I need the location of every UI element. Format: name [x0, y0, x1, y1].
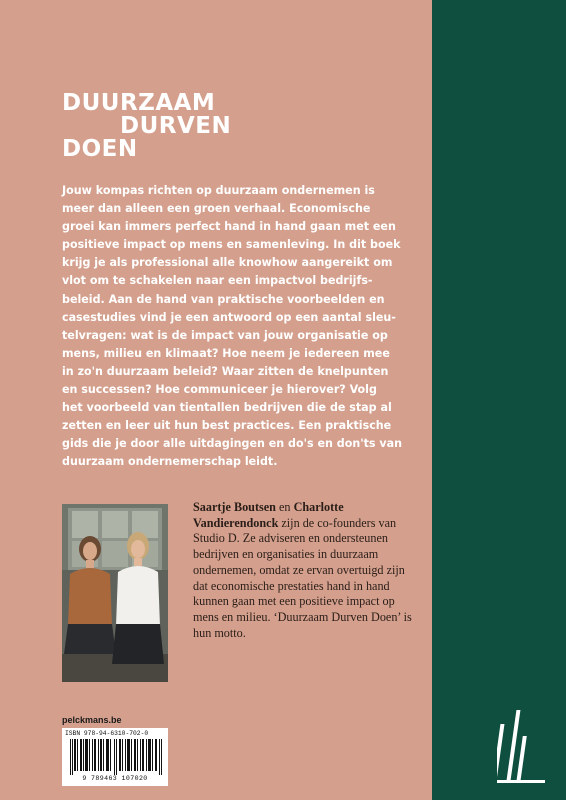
blurb-line: in zo'n duurzaam beleid? Waar zitten de knelpunten	[62, 364, 389, 378]
green-side-panel	[432, 0, 566, 800]
blurb-line: en successen? Hoe communiceer je hierover? Volg	[62, 383, 377, 397]
barcode-icon	[62, 728, 168, 786]
blurb-line: gids die je door alle uitdagingen en do's en don'ts van	[62, 437, 402, 451]
blurb-line: positieve impact op mens en samenleving. In dit boek	[62, 238, 401, 252]
authors-photo-drawing	[62, 504, 168, 682]
blurb-line: duurzaam ondernemerschap leidt.	[62, 455, 278, 469]
blurb-line: meer dan alleen een groen verhaal. Economische	[62, 202, 371, 216]
bio-text: zijn de co-founders van Studio D. Ze adviseren en ondersteunen bedrijven en organisaties in duurzaam ondernemen, omdat ze ervan overtuigd zijn dat economische prestaties hand in hand kunnen gaan met een positieve impact op mens en milieu. ‘Duurzaam Durven Doen’ is hun motto.	[193, 515, 412, 640]
book-title	[62, 92, 231, 161]
authors-photo	[62, 504, 168, 682]
publisher-logo-icon	[497, 706, 547, 786]
ean-number: 9 789463 107020	[82, 775, 148, 782]
blurb-line: casestudies vind je een antwoord op een aantal sleu-	[62, 310, 396, 324]
blurb-line: telvragen: wat is de impact van jouw organisatie op	[62, 328, 388, 342]
title-line-2: DURVEN	[120, 113, 232, 139]
author-name-2: Charlotte Vandierendonck	[193, 500, 344, 530]
blurb-line: groei kan immers perfect hand in hand gaan met een	[62, 220, 396, 234]
author-bio	[193, 500, 421, 641]
blurb-text	[62, 182, 420, 472]
author-name-1: Saartje Boutsen	[193, 500, 276, 514]
blurb-line: beleid. Aan de hand van praktische voorbeelden en	[62, 292, 385, 306]
title-line-1: DUURZAAM	[62, 90, 216, 116]
publisher-url: pelckmans.be	[62, 715, 122, 725]
title-line-3: DOEN	[62, 136, 138, 162]
blurb-line: vlot om te schakelen naar een impactvol bedrijfs-	[62, 274, 373, 288]
author-connector: en	[279, 500, 291, 514]
blurb-line: Jouw kompas richten op duurzaam ondernemen is	[62, 184, 375, 197]
blurb-line: krijg je als professional alle knowhow aangereikt om	[62, 256, 393, 270]
barcode-bars	[70, 739, 162, 775]
logo-drawing	[497, 706, 547, 786]
isbn-number: ISBN 978-94-6310-702-0	[65, 730, 149, 737]
blurb-line: zetten en leer uit hun best practices. Een praktische	[62, 419, 392, 433]
blurb-line: het voorbeeld van tientallen bedrijven die de stap al	[62, 401, 392, 415]
blurb-line: mens, milieu en klimaat? Hoe neem je iedereen mee	[62, 346, 390, 360]
